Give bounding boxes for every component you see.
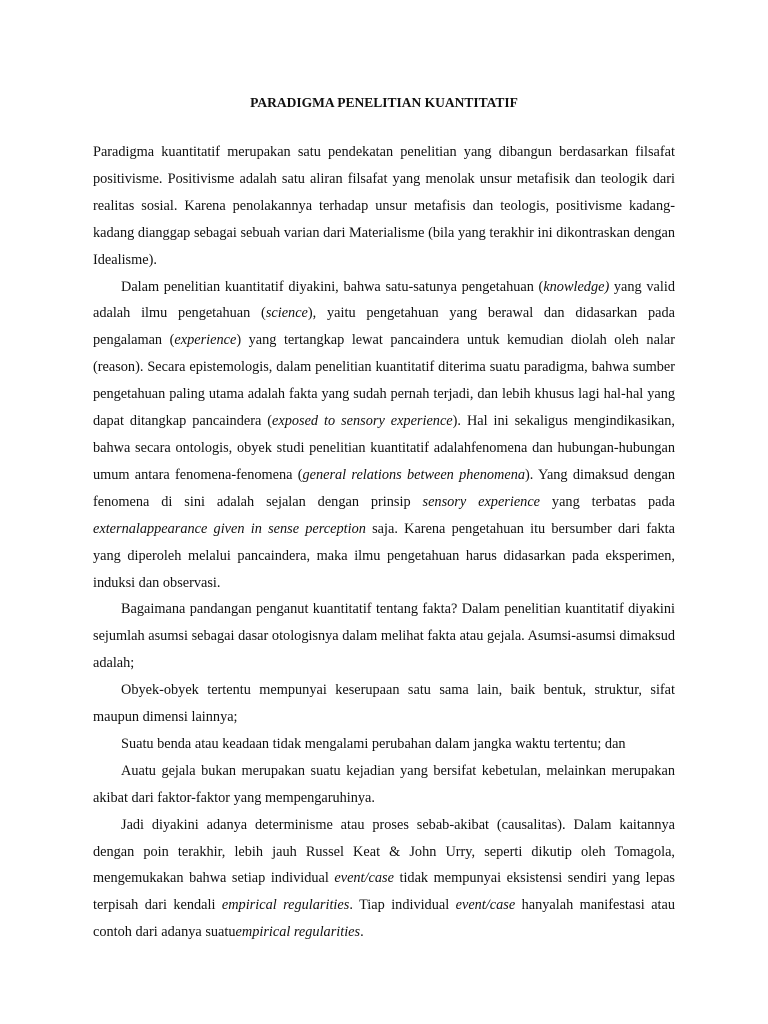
text-run: ), yaitu pengetahuan yang berawal dan didasarkan pada pengalaman ( xyxy=(93,305,676,349)
text-run: Obyek-obyek tertentu mempunyai keserupaan satu sama lain, baik bentuk, struktur, sifat maupun dimensi lainnya; xyxy=(93,682,675,726)
text-run: Suatu benda atau keadaan tidak mengalami perubahan dalam jangka waktu tertentu; dan xyxy=(121,735,626,752)
paragraph xyxy=(93,677,675,731)
text-run: Auatu gejala bukan merupakan suatu kejadian yang bersifat kebetulan, melainkan merupakan akibat dari faktor-faktor yang mempengaruhinya. xyxy=(93,762,675,806)
text-run: tidak mempunyai eksistensi sendiri yang lepas terpisah dari kendali xyxy=(93,870,675,914)
document-body xyxy=(93,139,675,946)
italic-term: empirical regularities xyxy=(235,924,361,941)
italic-term: exposed to sensory experience xyxy=(272,413,453,430)
text-run: ) yang tertangkap lewat pancaindera untuk kemudian diolah oleh nalar (reason). Secara epistemologis, dalam penelitian kuantitatif diterima suatu paradigma, bahwa sumber pengetahuan paling utama adalah fakta yang sudah pernah terjadi, dan lebih khusus lagi hal-hal yang dapat ditangkap pancaindera ( xyxy=(93,332,675,430)
text-run: . xyxy=(360,924,364,941)
paragraph xyxy=(93,274,675,597)
text-run: yang terbatas pada xyxy=(540,493,675,510)
paragraph xyxy=(93,596,675,677)
italic-term: empirical regularities xyxy=(221,897,350,914)
italic-term: event/case xyxy=(334,870,394,887)
paragraph xyxy=(93,139,675,274)
italic-term: experience xyxy=(174,332,237,349)
italic-term: general relations between phenomena xyxy=(302,466,525,483)
text-run: Jadi diyakini adanya determinisme atau proses sebab-akibat (causalitas). Dalam kaitannya dengan poin terakhir, lebih jauh Russel Keat & John Urry, seperti dikutip oleh Tomagola, mengemukakan bahwa setiap individual xyxy=(93,816,675,887)
paragraph xyxy=(93,812,675,947)
text-run: saja. Karena pengetahuan itu bersumber dari fakta yang diperoleh melalui pancaindera, maka ilmu pengetahuan harus didasarkan pada eksperimen, induksi dan observasi. xyxy=(93,520,675,591)
text-run: hanyalah manifestasi atau contoh dari adanya suatu xyxy=(93,897,676,941)
text-run: ). Yang dimaksud dengan fenomena di sini adalah sejalan dengan prinsip xyxy=(93,466,675,510)
italic-term: sensory experience xyxy=(422,493,541,510)
paragraph xyxy=(93,731,675,758)
italic-term: knowledge) xyxy=(543,278,610,295)
italic-term: science xyxy=(265,305,308,322)
text-run: Dalam penelitian kuantitatif diyakini, bahwa satu-satunya pengetahuan ( xyxy=(121,278,544,295)
text-run: Paradigma kuantitatif merupakan satu pendekatan penelitian yang dibangun berdasarkan filsafat positivisme. Positivisme adalah satu aliran filsafat yang menolak unsur metafisik dan teologik dari realitas sosial. Karena penolakannya terhadap unsur metafisis dan teologis, positivisme kadang-kadang dianggap sebagai sebuah varian dari Materialisme (bila yang terakhir ini dikontraskan dengan Idealisme). xyxy=(93,144,675,268)
italic-term: externalappearance given in sense perception xyxy=(93,520,366,537)
text-run: . Tiap individual xyxy=(349,897,456,914)
paragraph xyxy=(93,758,675,812)
document-title: PARADIGMA PENELITIAN KUANTITATIF xyxy=(250,95,518,110)
italic-term: event/case xyxy=(455,897,516,914)
text-run: Bagaimana pandangan penganut kuantitatif tentang fakta? Dalam penelitian kuantitatif diyakini sejumlah asumsi sebagai dasar otologisnya dalam melihat fakta atau gejala. Asumsi-asumsi dimaksud adalah; xyxy=(93,601,675,672)
text-run: ). Hal ini sekaligus mengindikasikan, bahwa secara ontologis, obyek studi penelitian kuantitatif adalahfenomena dan hubungan-hubungan umum antara fenomena-fenomena ( xyxy=(93,413,676,483)
text-run: yang valid adalah ilmu pengetahuan ( xyxy=(93,278,675,322)
